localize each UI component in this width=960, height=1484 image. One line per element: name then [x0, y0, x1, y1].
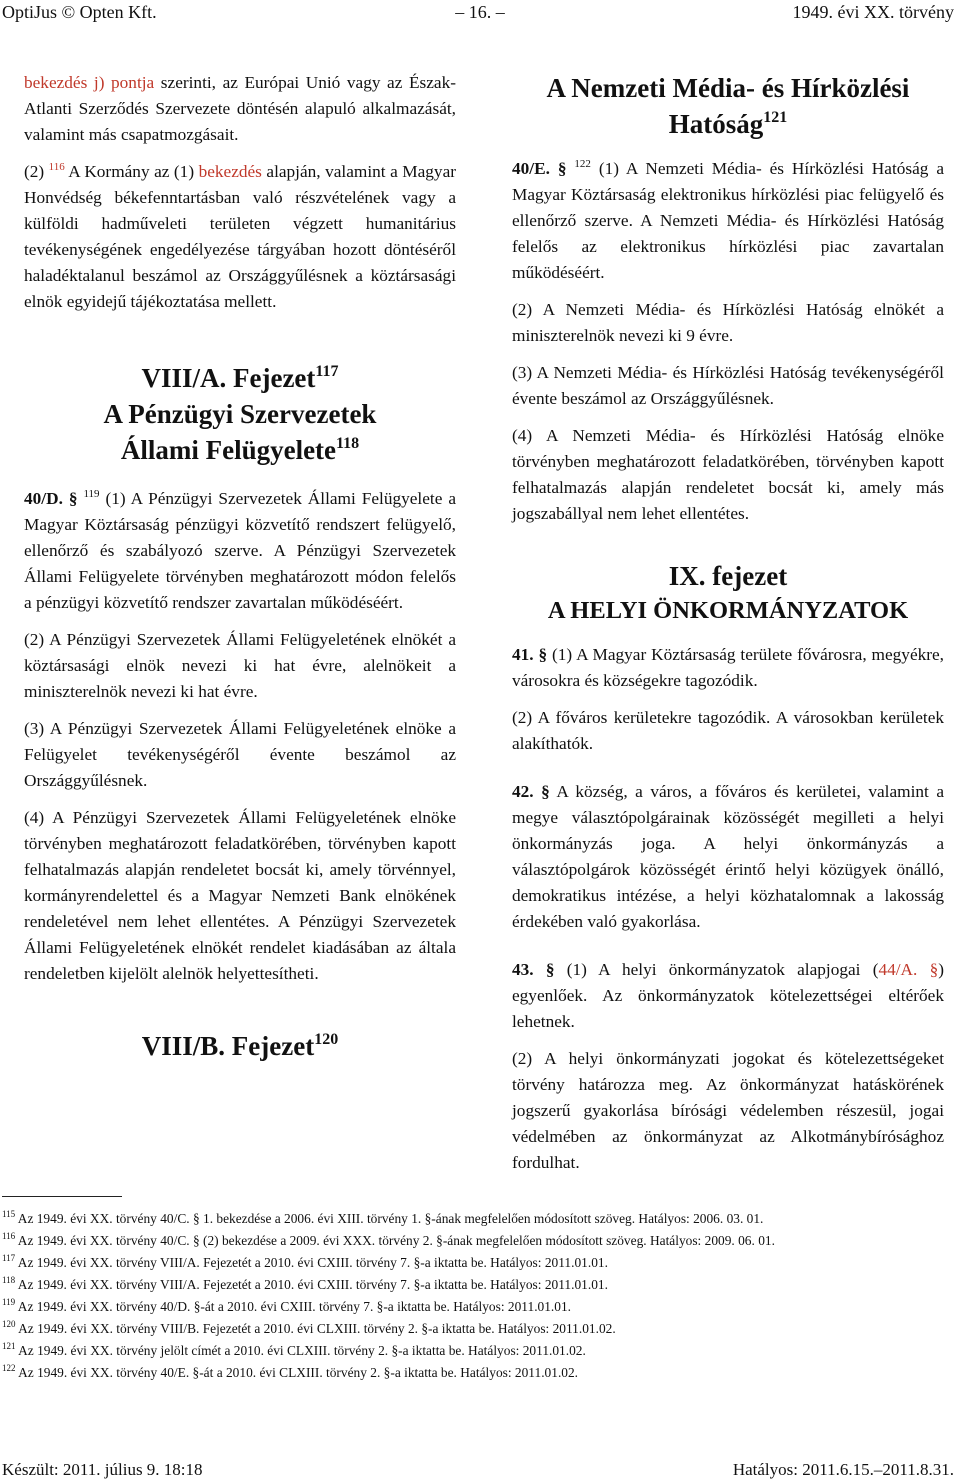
footnote-ref[interactable]: 117	[315, 363, 339, 380]
footnotes	[2, 1208, 958, 1384]
right-column	[512, 70, 944, 1187]
footnote-item: $^{116}$ Az 1949. évi XX. törvény 40/C. § (2) bekezdése a 2009. évi XXX. törvény 2. §-ának megfelelően módosított szöveg. Hatályos: 2009. 06. 01.	[2, 1231, 775, 1248]
chapter-heading-viii-b: VIII/B. Fejezet$^{120}$	[141, 1031, 339, 1061]
header-law-title: 1949. évi XX. törvény	[792, 2, 954, 22]
chapter-heading-ix: IX. fejezet	[668, 561, 788, 591]
section-number: 40/D. §	[24, 489, 78, 508]
section-40e-2: (2) A Nemzeti Média- és Hírközlési Hatóság elnökét a miniszterelnök nevezi ki 9 évre.	[512, 300, 944, 345]
footnote-ref[interactable]: 116	[48, 161, 65, 173]
section-number: 43. §	[512, 960, 555, 979]
section-link[interactable]: 44/A. §	[878, 960, 939, 979]
footnote-item: $^{115}$ Az 1949. évi XX. törvény 40/C. § 1. bekezdése a 2006. évi XIII. törvény 1. §-ának megfelelően módosított szöveg. Hatályos: 2006. 03. 01.	[2, 1209, 764, 1226]
footnote-divider	[2, 1196, 122, 1197]
section-43-2: (2) A helyi önkormányzati jogokat és kötelezettségeket törvény határozza meg. Az önkormányzat hatáskörének jogszerű gyakorlása bírósági védelemben részesül, jogai védelmében az önkormányzat az Alkotmánybírósághoz fordulhat.	[512, 1049, 944, 1172]
header-page-number: – 16. –	[455, 2, 505, 22]
section-42: 42. § A község, a város, a főváros és kerületei, valamint a megye választópolgárainak közösségét megilleti a helyi önkormányzás joga. A helyi önkormányzás a választópolgárok közösségét érintő helyi közügyek önálló, demokratikus intézése, a helyi közhatalomnak a lakosság érdekében való gyakorlása.	[512, 782, 945, 931]
title-nmhh: A Nemzeti Média- és Hírközlési Hatóság$^{121}$	[546, 73, 910, 139]
footnote-ref[interactable]: 121	[763, 109, 788, 126]
chapter-subtitle-ix: A HELYI ÖNKORMÁNYZATOK	[547, 597, 909, 624]
section-number: 40/E. §	[512, 159, 567, 178]
footnote-ref[interactable]: 120	[314, 1031, 339, 1048]
footnote-item: $^{118}$ Az 1949. évi XX. törvény VIII/A. Fejezetét a 2010. évi CXIII. törvény 7. §-a iktatta be. Hatályos: 2011.01.01.	[2, 1275, 608, 1292]
section-41-2: (2) A főváros kerületekre tagozódik. A városokban kerületek alakíthatók.	[512, 708, 944, 753]
footnote-ref[interactable]: 122	[574, 158, 591, 170]
footnote-item: $^{122}$ Az 1949. évi XX. törvény 40/E. §-át a 2010. évi CLXIII. törvény 2. §-a iktatta be. Hatályos: 2011.01.02.	[2, 1363, 579, 1380]
section-40e-1: 40/E. § $^{122}$ (1) A Nemzeti Média- és Hírközlési Hatóság a Magyar Köztársaság elektronikus hírközlési piac felügyelő és ellenőrző szerve. A Nemzeti Média- és Hírközlési Hatóság felelős az elektronikus hírközlési piac zavartalan működéséért.	[512, 158, 945, 282]
paragraph-continuation: bekezdés j) pontja szerinti, az Európai Unió vagy az Észak-Atlanti Szerződés Szervezete döntésén alapuló alkalmazását, valamint más csapatmozgásait.	[24, 73, 456, 144]
footnote-ref[interactable]: 118	[336, 435, 360, 452]
header-publisher: OptiJus © Opten Kft.	[2, 2, 157, 22]
section-number: 41. §	[512, 645, 548, 664]
section-40d-3: (3) A Pénzügyi Szervezetek Állami Felügyeletének elnöke a Felügyelet tevékenységéről évente beszámol az Országgyűlésnek.	[24, 719, 456, 790]
paragraph-link[interactable]: bekezdés	[198, 162, 262, 181]
footnote-item: $^{121}$ Az 1949. évi XX. törvény jelölt címét a 2010. évi CLXIII. törvény 2. §-a iktatta be. Hatályos: 2011.01.02.	[2, 1341, 586, 1358]
footnote-item: $^{119}$ Az 1949. évi XX. törvény 40/D. §-át a 2010. évi CXIII. törvény 7. §-a iktatta be. Hatályos: 2011.01.01.	[2, 1297, 572, 1314]
paragraph-40c-2: (2) $^{116}$ A Kormány az (1) bekezdés alapján, valamint a Magyar Honvédség békefenntartásban való részvételének vagy a külföldi hadműveleti területen végzett humanitárius tevékenységének engedélyezése tárgyában hozott döntéséről haladéktalanul beszámol az Országgyűlésnek a köztársasági elnök egyidejű tájékoztatása mellett.	[24, 161, 456, 311]
paragraph-link[interactable]: bekezdés j) pontja	[24, 73, 155, 92]
section-40d-1: 40/D. § $^{119}$ (1) A Pénzügyi Szervezetek Állami Felügyelete a Magyar Köztársaság pénzügyi közvetítő rendszert felügyelő, ellenőrző és szabályozó szerve. A Pénzügyi Szervezetek Állami Felügyelete törvényben meghatározott módon felelős a pénzügyi közvetítő rendszer zavartalan működéséért.	[24, 488, 456, 612]
section-43-1: 43. § (1) A helyi önkormányzatok alapjogai (44/A. §) egyenlőek. Az önkormányzatok kötelezettségei eltérőek lehetnek.	[512, 960, 945, 1031]
section-40d-2: (2) A Pénzügyi Szervezetek Állami Felügyeletének elnökét a köztársasági elnök nevezi ki hat évre, alelnökeit a miniszterelnök nevezi ki hat évre.	[24, 630, 456, 701]
footnote-ref[interactable]: 119	[83, 488, 100, 500]
footnote-item: $^{117}$ Az 1949. évi XX. törvény VIII/A. Fejezetét a 2010. évi CXIII. törvény 7. §-a iktatta be. Hatályos: 2011.01.01.	[2, 1253, 608, 1270]
chapter-subtitle-viii-a: A Pénzügyi Szervezetek Állami Felügyelete$^{118}$	[103, 399, 377, 465]
section-40e-3: (3) A Nemzeti Média- és Hírközlési Hatóság tevékenységéről évente beszámol az Országgyűlésnek.	[512, 363, 944, 408]
left-column	[24, 70, 456, 1064]
section-40e-4: (4) A Nemzeti Média- és Hírközlési Hatóság elnöke törvényben meghatározott feladatkörében, törvényben kapott felhatalmazás alapján rendeletet bocsát ki, amely más jogszabállyal nem lehet ellentétes.	[512, 426, 944, 523]
chapter-heading-viii-a: VIII/A. Fejezet$^{117}$	[141, 363, 339, 393]
footnote-item: $^{120}$ Az 1949. évi XX. törvény VIII/B. Fejezetét a 2010. évi CLXIII. törvény 2. §-a iktatta be. Hatályos: 2011.01.02.	[2, 1319, 616, 1336]
section-40d-4: (4) A Pénzügyi Szervezetek Állami Felügyeletének elnöke törvényben meghatározott feladatkörében, törvényben kapott felhatalmazás alapján rendeletet bocsát ki, amely törvénnyel, kormányrendelettel és a Magyar Nemzeti Bank elnökének rendeletével nem lehet ellentétes. A Pénzügyi Szervezetek Állami Felügyeletének elnökét rendelet kiadásában az általa rendeletben kijelölt alelnök helyettesítheti.	[24, 808, 456, 983]
footer-created: Készült: 2011. július 9. 18:18	[2, 1460, 203, 1479]
footer-validity: Hatályos: 2011.6.15.–2011.8.31.	[732, 1460, 954, 1479]
section-number: 42. §	[512, 782, 550, 801]
section-41-1: 41. § (1) A Magyar Köztársaság területe fővárosra, megyékre, városokra és községekre tagozódik.	[512, 645, 944, 690]
